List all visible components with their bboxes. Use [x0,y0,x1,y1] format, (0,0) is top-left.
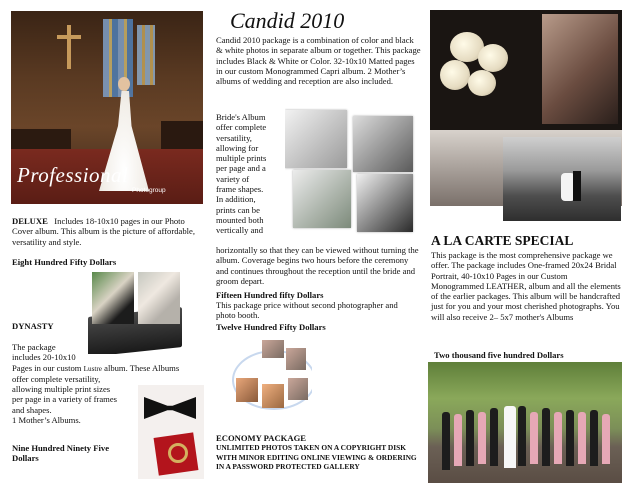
dynasty-lustre: Lustre [83,364,102,373]
cross-bar-shape [57,35,81,39]
economy-text: UNLIMITED PHOTOS TAKEN ON A COPYRIGHT DISK WITH MINOR EDITING ONLINE VIEWING & ORDERING IN A PASSWORD PROTECTED GALLERY [216,443,417,472]
dynasty-line: The package [12,342,56,352]
party-member [504,406,516,468]
album-pic [236,378,258,402]
logo-photogroup: Photogroup [132,187,166,194]
dynasty-price-line1: Nine Hundred Ninety Five [12,443,110,453]
stained-glass-window-small [137,25,155,85]
dynasty-rest-a: Pages in our custom [12,362,84,373]
candid-alt-text: This package price without second photographer and photo booth. [216,300,398,321]
candid-intro: Candid 2010 package is a combination of color and black & white photos in separate album or together. This package includes Black & White or Color. 32-10x10 Matted pages in our custom Monogrammed Capri album. 2 Mother’s albums of wedding and reception are also included. [216,35,421,87]
dynasty-line: offer complete versatility, [12,373,101,384]
bride-head [118,77,130,91]
ring [168,443,188,463]
dynasty-line: and shapes. [12,404,52,415]
album-collage-photo [285,108,417,236]
album-pic [262,384,284,408]
church-bride-photo [11,11,203,204]
groom-figure [573,171,581,201]
deluxe-section [12,216,207,247]
candid-line: multiple prints [216,153,267,164]
logo-professional: Professional [17,163,129,187]
album-pic [288,378,308,400]
candid-line: prints can be [216,204,260,215]
dynasty-line [12,363,212,374]
couple-field-photo [503,137,621,221]
dynasty-name: DYNASTY [12,321,54,331]
dynasty-price [12,443,109,464]
candid-line: versatility, [216,132,252,143]
candid-line: vertically and [216,225,264,236]
party-member [518,406,526,466]
album-pic [286,348,306,370]
deluxe-name: DELUXE [12,216,48,226]
wedding-party-photo [428,362,622,483]
candid-line: variety of [216,173,250,184]
album-pic [262,340,284,358]
party-member [602,414,610,464]
dynasty-line: allowing multiple print sizes [12,384,111,395]
rose [478,44,508,72]
party-member [542,408,550,466]
album-page-left [92,272,134,324]
candid-line: mounted both [216,214,264,225]
party-member [454,414,462,466]
party-member [466,410,474,466]
collage-page [293,170,351,228]
rose [468,70,496,96]
candid-line: In addition, [216,194,256,205]
alacarte-price: Two thousand five hundred Dollars [434,350,564,360]
party-member [590,410,598,466]
collage-page [357,174,413,232]
party-member [554,412,562,464]
candid-line: per page and a [216,163,266,174]
album-page-right [138,272,180,324]
party-member [566,410,574,466]
candid-line: Bride's Album [216,112,266,122]
party-member [578,412,586,464]
candid-line: offer complete [216,122,267,133]
alacarte-text: This package is the most comprehensive package we offer. The package includes One-framed 20x24 Bridal Portrait, 40-10x10 Pages in our Custom Monogrammed LEATHER, album and all the elements of the earlier packages. This album will be handcrafted just for you and your most cherished photographs. You will also receive 2– 5x7 mother's Albums [431,250,621,322]
dynasty-rest-b: album. These Albums [101,362,180,373]
couple-photo [542,14,618,124]
candid-alt-price: Twelve Hundred Fifty Dollars [216,322,326,332]
dynasty-line: per page in a variety of frames [12,394,117,405]
economy-name: ECONOMY PACKAGE [216,433,306,443]
deluxe-price: Eight Hundred Fifty Dollars [12,257,117,267]
rose [440,60,470,90]
candid-body [216,112,286,236]
party-member [478,412,486,464]
dynasty-line: 1 Mother’s Albums. [12,415,81,426]
party-member [490,408,498,466]
alacarte-name: A LA CARTE SPECIAL [431,233,574,248]
deluxe-text: Includes 18-10x10 pages in our Photo Cover album. This album is the picture of affordable, versatility and style. [12,216,195,247]
page-title: Candid 2010 [230,8,345,33]
party-member [442,412,450,470]
candid-price: Fifteen Hundred fifty Dollars [216,290,324,300]
candid-line: allowing for [216,142,259,153]
dynasty-line: includes 20-10x10 [12,352,76,363]
collage-page [353,116,413,172]
cross-shape [67,25,71,69]
album-ring-photo [232,338,312,414]
bowtie-ring-photo [138,385,204,479]
party-member [530,412,538,464]
candid-line: frame shapes. [216,184,264,195]
collage-page [285,110,347,168]
bowtie [144,397,196,419]
candid-body-rest: horizontally so that they can be viewed without turning the album. Coverage begins two hours before the ceremony and continues throughout the reception until the bride and groom depart. [216,245,419,286]
dynasty-price-line2: Dollars [12,453,39,464]
